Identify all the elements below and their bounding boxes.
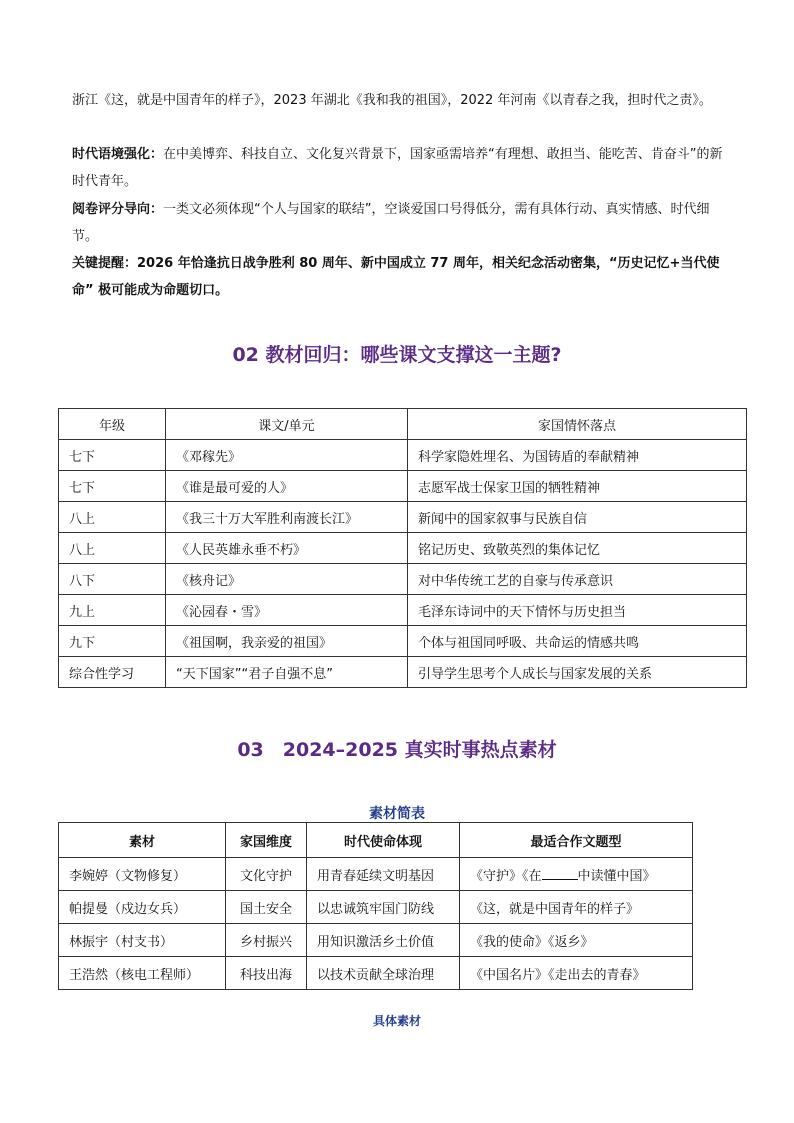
paragraph-label: 关键提醒： [72, 256, 138, 271]
header-material: 素材 [59, 823, 226, 858]
cell-grade: 综合性学习 [59, 657, 166, 688]
cell-focus: 铭记历史、致敬英烈的集体记忆 [408, 533, 747, 564]
paragraph-text: 2026 年恰逢抗日战争胜利 80 周年、新中国成立 77 周年，相关纪念活动密集，“历史记忆+当代使命” 极可能成为命题切口。 [72, 256, 720, 298]
cell-dimension: 科技出海 [226, 957, 307, 990]
table-row [59, 471, 747, 502]
cell-mission: 以技术贡献全球治理 [307, 957, 460, 990]
header-grade: 年级 [59, 409, 166, 440]
header-essay-type: 最适合作文题型 [460, 823, 693, 858]
cell-focus: 对中华传统工艺的自豪与传承意识 [408, 564, 747, 595]
table-header-row [59, 409, 747, 440]
header-focus: 家国情怀落点 [408, 409, 747, 440]
table-caption: 素材简表 [369, 806, 425, 822]
cell-material: 王浩然（核电工程师） [59, 957, 226, 990]
textbook-table [58, 408, 747, 688]
header-lesson: 课文/单元 [166, 409, 408, 440]
table-row [59, 957, 693, 990]
paragraph-label: 阅卷评分导向： [72, 202, 164, 217]
header-dimension: 家国维度 [226, 823, 307, 858]
cell-dimension: 文化守护 [226, 858, 307, 891]
cell-essay-type: 《中国名片》《走出去的青春》 [460, 957, 693, 990]
cell-material: 帕提曼（戍边女兵） [59, 891, 226, 924]
table-row [59, 533, 747, 564]
intro-paragraph-1: 浙江《这，就是中国青年的样子》，2023 年湖北《我和我的祖国》，2022 年河南《以青春之我，担时代之责》。 [72, 93, 712, 108]
fill-blank [542, 867, 578, 880]
sub-caption: 具体素材 [372, 1014, 421, 1028]
table-row [59, 440, 747, 471]
cell-focus: 新闻中的国家叙事与民族自信 [408, 502, 747, 533]
section-heading-textbook: 02 教材回归：哪些课文支撑这一主题? [232, 344, 562, 366]
header-mission: 时代使命体现 [307, 823, 460, 858]
cell-focus: 个体与祖国同呼吸、共命运的情感共鸣 [408, 626, 747, 657]
cell-lesson: 《祖国啊，我亲爱的祖国》 [166, 626, 408, 657]
cell-focus: 科学家隐姓埋名、为国铸盾的奉献精神 [408, 440, 747, 471]
paragraph-label: 时代语境强化： [72, 147, 164, 162]
table-row [59, 657, 747, 688]
cell-grade: 八上 [59, 533, 166, 564]
intro-paragraph-2 [72, 141, 732, 195]
cell-essay-type: 《这，就是中国青年的样子》 [460, 891, 693, 924]
cell-lesson: “天下国家”“君子自强不息” [166, 657, 408, 688]
intro-paragraph-3 [72, 196, 732, 250]
cell-mission: 以忠诚筑牢国门防线 [307, 891, 460, 924]
table-header-row [59, 823, 693, 858]
cell-focus: 毛泽东诗词中的天下情怀与历史担当 [408, 595, 747, 626]
table-row [59, 595, 747, 626]
cell-grade: 七下 [59, 440, 166, 471]
cell-focus: 引导学生思考个人成长与国家发展的关系 [408, 657, 747, 688]
cell-essay-type: 《我的使命》《返乡》 [460, 924, 693, 957]
table-row [59, 891, 693, 924]
cell-lesson: 《邓稼先》 [166, 440, 408, 471]
cell-dimension: 乡村振兴 [226, 924, 307, 957]
essay-type-part: 中读懂中国》 [577, 868, 656, 884]
cell-dimension: 国土安全 [226, 891, 307, 924]
cell-grade: 八上 [59, 502, 166, 533]
cell-mission: 用知识激活乡土价值 [307, 924, 460, 957]
paragraph-text: 在中美博弈、科技自立、文化复兴背景下，国家亟需培养“有理想、敢担当、能吃苦、肯奋斗”的新时代青年。 [72, 147, 723, 189]
intro-paragraph-4 [72, 250, 732, 304]
essay-type-part: 《守护》《在 [470, 868, 542, 884]
cell-mission: 用青春延续文明基因 [307, 858, 460, 891]
cell-grade: 七下 [59, 471, 166, 502]
paragraph-text: 一类文必须体现“个人与国家的联结”，空谈爱国口号得低分，需有具体行动、真实情感、时代细节。 [72, 202, 710, 244]
table-row [59, 924, 693, 957]
cell-grade: 九下 [59, 626, 166, 657]
cell-focus: 志愿军战士保家卫国的牺牲精神 [408, 471, 747, 502]
table-row [59, 502, 747, 533]
cell-essay-type [460, 858, 693, 891]
cell-lesson: 《人民英雄永垂不朽》 [166, 533, 408, 564]
cell-lesson: 《我三十万大军胜利南渡长江》 [166, 502, 408, 533]
cell-lesson: 《谁是最可爱的人》 [166, 471, 408, 502]
cell-lesson: 《核舟记》 [166, 564, 408, 595]
cell-material: 林振宇（村支书） [59, 924, 226, 957]
table-row [59, 626, 747, 657]
cell-grade: 九上 [59, 595, 166, 626]
table-row [59, 564, 747, 595]
section-heading-news: 03 2024–2025 真实时事热点素材 [237, 739, 557, 761]
cell-material: 李婉婷（文物修复） [59, 858, 226, 891]
table-row [59, 858, 693, 891]
cell-lesson: 《沁园春・雪》 [166, 595, 408, 626]
cell-grade: 八下 [59, 564, 166, 595]
material-table [58, 822, 693, 990]
